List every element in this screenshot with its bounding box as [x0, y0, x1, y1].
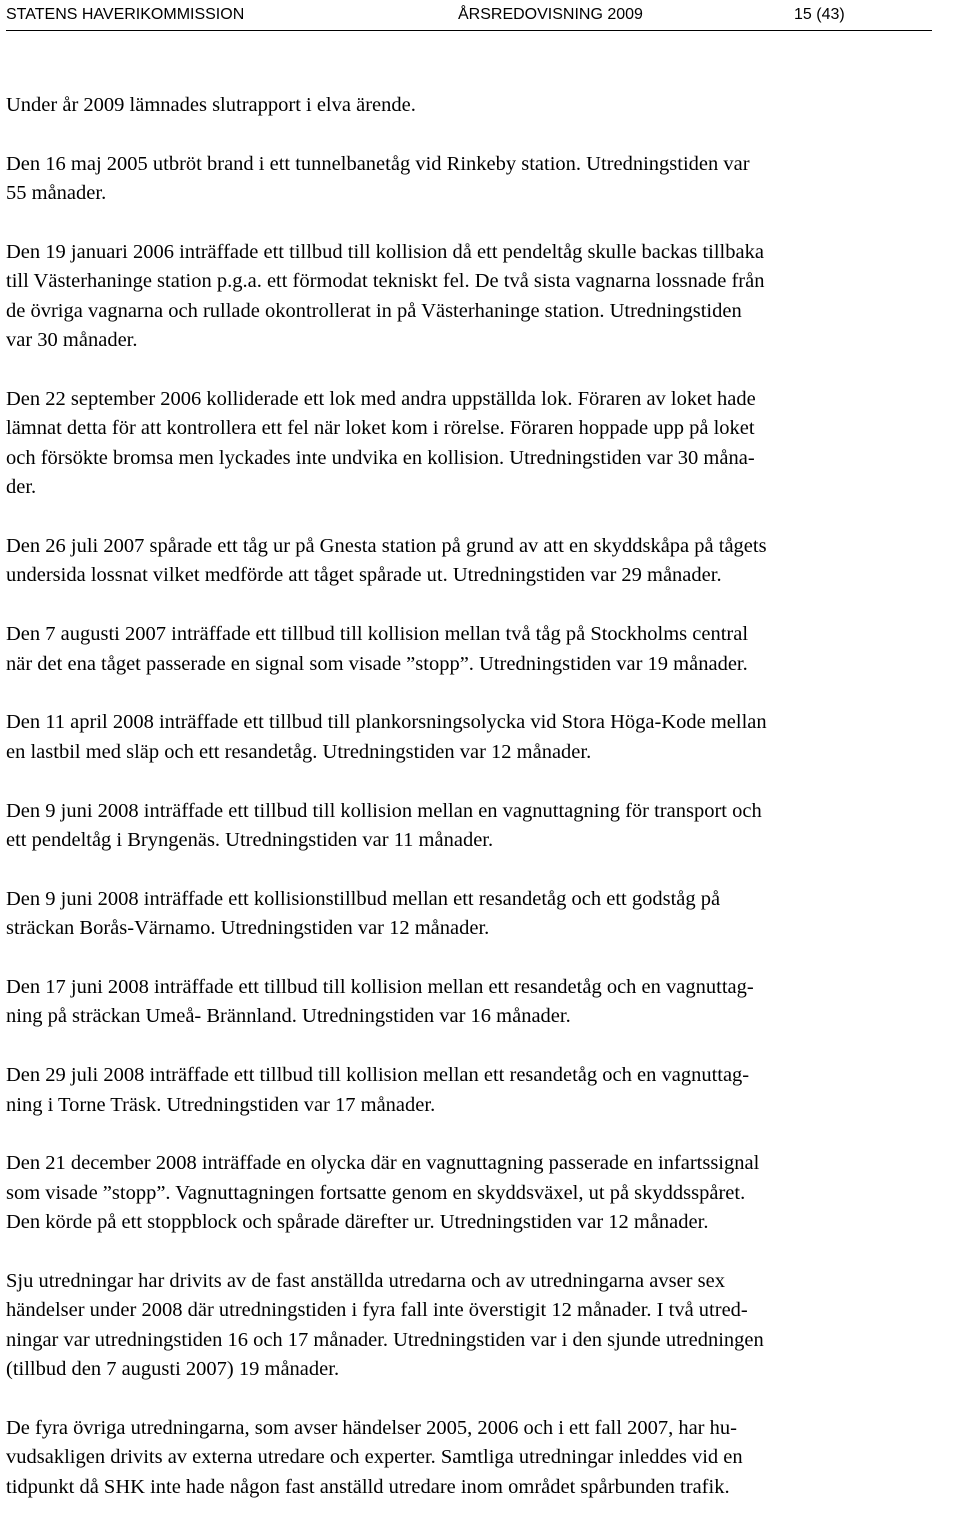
paragraph-umea-brannland	[6, 973, 956, 1032]
paragraph-line: Den 29 juli 2008 inträffade ett tillbud till kollision mellan ett resandetåg och en vagnuttag-	[6, 1064, 750, 1087]
paragraph-torne-trask	[6, 1061, 956, 1120]
paragraph-line: Den 17 juni 2008 inträffade ett tillbud till kollision mellan ett resandetåg och en vagnuttag-	[6, 976, 754, 999]
paragraph-line: som visade ”stopp”. Vagnuttagningen fortsatte genom en skyddsväxel, ut på skyddsspåret.	[6, 1181, 746, 1204]
paragraph-line: ett pendeltåg i Bryngenäs. Utredningstiden var 11 månader.	[6, 829, 494, 852]
paragraph-summary	[6, 91, 956, 120]
paragraph-boras-varnamo	[6, 885, 956, 944]
paragraph-line: Den 16 maj 2005 utbröt brand i ett tunnelbanetåg vid Rinkeby station. Utredningstiden var	[6, 152, 750, 175]
header-organization: STATENS HAVERIKOMMISSION	[6, 6, 245, 23]
paragraph-line: Den 9 juni 2008 inträffade ett kollisionstillbud mellan ett resandetåg och ett godståg på	[6, 887, 721, 910]
paragraph-line: och försökte bromsa men lyckades inte undvika en kollision. Utredningstiden var 30 måna-	[6, 446, 755, 469]
paragraph-line: sträckan Borås-Värnamo. Utredningstiden var 12 månader.	[6, 917, 490, 940]
paragraph-external-investigations	[6, 1414, 956, 1502]
paragraph-line: Den 9 juni 2008 inträffade ett tillbud till kollision mellan en vagnuttagning för transport och	[6, 799, 762, 822]
paragraph-line: der.	[6, 476, 37, 499]
document-body	[6, 91, 956, 1532]
paragraph-line: de övriga vagnarna och rullade okontrollerat in på Västerhaninge station. Utredningstiden	[6, 299, 742, 322]
paragraph-line: Den 22 september 2006 kolliderade ett lok med andra uppställda lok. Föraren av loket hade	[6, 388, 756, 411]
paragraph-line: var 30 månader.	[6, 329, 138, 352]
paragraph-line: 55 månader.	[6, 182, 107, 205]
paragraph-line: till Västerhaninge station p.g.a. ett förmodat tekniskt fel. De två sista vagnarna lossnade från	[6, 270, 765, 293]
paragraph-line: ningar var utredningstiden 16 och 17 månader. Utredningstiden var i den sjunde utredningen	[6, 1328, 764, 1351]
paragraph-line: (tillbud den 7 augusti 2007) 19 månader.	[6, 1358, 340, 1381]
paragraph-line: Den 21 december 2008 inträffade en olycka där en vagnuttagning passerade en infartssignal	[6, 1152, 760, 1175]
paragraph-line: Den körde på ett stoppblock och spårade därefter ur. Utredningstiden var 12 månader.	[6, 1211, 709, 1234]
paragraph-line: Den 7 augusti 2007 inträffade ett tillbud till kollision mellan två tåg på Stockholms central	[6, 623, 749, 646]
paragraph-line: undersida lossnat vilket medförde att tåget spårade ut. Utredningstiden var 29 månader.	[6, 564, 722, 587]
paragraph-line: Den 26 juli 2007 spårade ett tåg ur på Gnesta station på grund av att en skyddskåpa på tågets	[6, 535, 767, 558]
paragraph-rinkeby	[6, 150, 956, 209]
paragraph-hoga-kode	[6, 708, 956, 767]
header-page-number: 15 (43)	[794, 6, 845, 23]
paragraph-line: ning på sträckan Umeå- Brännland. Utredningstiden var 16 månader.	[6, 1005, 571, 1028]
paragraph-line: Den 11 april 2008 inträffade ett tillbud till plankorsningsolycka vid Stora Höga-Kode mellan	[6, 711, 767, 734]
paragraph-lok-collision	[6, 385, 956, 503]
paragraph-line: händelser under 2008 där utredningstiden i fyra fall inte överstigit 12 månader. I två utred-	[6, 1299, 748, 1322]
paragraph-line: Sju utredningar har drivits av de fast anställda utredarna och av utredningarna avser sex	[6, 1270, 725, 1293]
paragraph-line: tidpunkt då SHK inte hade någon fast anställd utredare inom området spårbunden trafik.	[6, 1475, 730, 1498]
paragraph-vasterhaninge	[6, 238, 956, 356]
paragraph-december-2008	[6, 1149, 956, 1237]
paragraph-line: Den 19 januari 2006 inträffade ett tillbud till kollision då ett pendeltåg skulle backas tillbaka	[6, 241, 764, 263]
header-report-title: ÅRSREDOVISNING 2009	[458, 6, 643, 23]
paragraph-bryngenas	[6, 797, 956, 856]
paragraph-line: en lastbil med släp och ett resandetåg. Utredningstiden var 12 månader.	[6, 740, 592, 763]
paragraph-stockholm-central	[6, 620, 956, 679]
paragraph-gnesta	[6, 532, 956, 591]
paragraph-line: Under år 2009 lämnades slutrapport i elva ärende.	[6, 94, 416, 116]
paragraph-line: vudsakligen drivits av externa utredare och experter. Samtliga utredningar inleddes vid en	[6, 1446, 743, 1469]
paragraph-investigators	[6, 1267, 956, 1385]
paragraph-line: ning i Torne Träsk. Utredningstiden var 17 månader.	[6, 1093, 436, 1116]
paragraph-line: när det ena tåget passerade en signal som visade ”stopp”. Utredningstiden var 19 månader.	[6, 652, 748, 675]
page-header	[6, 4, 932, 31]
paragraph-line: De fyra övriga utredningarna, som avser händelser 2005, 2006 och i ett fall 2007, har hu-	[6, 1417, 737, 1440]
paragraph-line: lämnat detta för att kontrollera ett fel när loket kom i rörelse. Föraren hoppade upp på loket	[6, 417, 755, 440]
